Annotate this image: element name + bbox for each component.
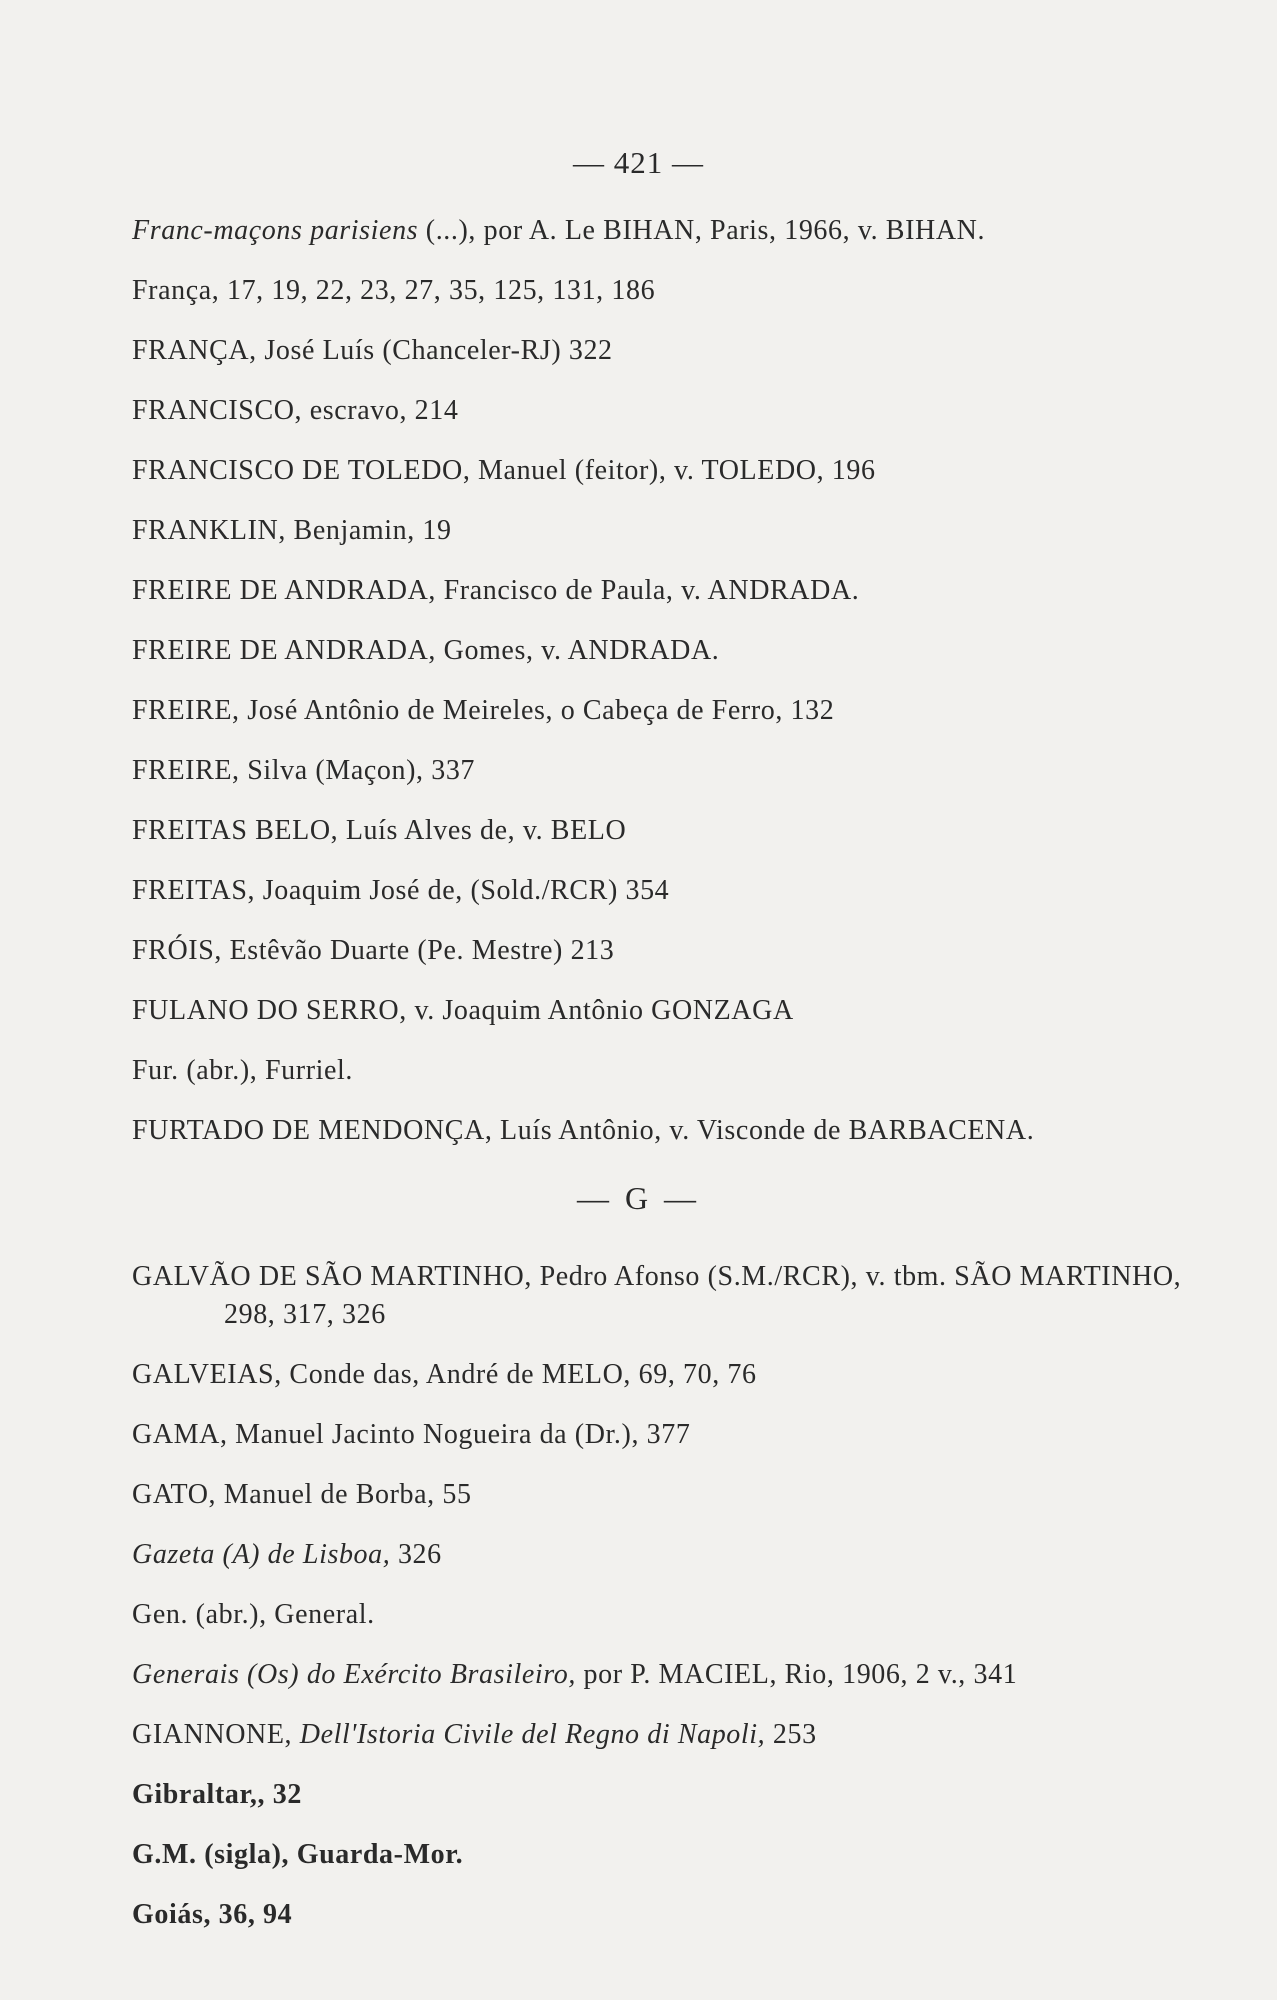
index-entry [132, 212, 1192, 250]
index-entry: GAMA, Manuel Jacinto Nogueira da (Dr.), 377 [132, 1419, 691, 1450]
index-entry: FRANCISCO DE TOLEDO, Manuel (feitor), v. TOLEDO, 196 [132, 455, 876, 486]
index-entry: FRÓIS, Estêvão Duarte (Pe. Mestre) 213 [132, 935, 615, 966]
index-entry: FREIRE DE ANDRADA, Francisco de Paula, v. ANDRADA. [132, 575, 860, 606]
index-list-f [132, 212, 1192, 1172]
entry-text: 326 [390, 1539, 442, 1570]
index-entry: FREITAS, Joaquim José de, (Sold./RCR) 354 [132, 875, 670, 906]
section-heading-g: — G — [576, 1180, 701, 1216]
index-entry: G.M. (sigla), Guarda-Mor. [132, 1839, 464, 1870]
entry-text: (...), por A. Le BIHAN, Paris, 1966, v. BIHAN. [418, 215, 986, 246]
index-entry [132, 1716, 1192, 1754]
index-entry: FULANO DO SERRO, v. Joaquim Antônio GONZAGA [132, 995, 794, 1026]
entry-text: por P. MACIEL, Rio, 1906, 2 v., 341 [575, 1659, 1018, 1690]
index-entry: FREITAS BELO, Luís Alves de, v. BELO [132, 815, 627, 846]
index-entry: GALVEIAS, Conde das, André de MELO, 69, 70, 76 [132, 1359, 757, 1390]
index-entry: FREIRE DE ANDRADA, Gomes, v. ANDRADA. [132, 635, 720, 666]
index-entry: FURTADO DE MENDONÇA, Luís Antônio, v. Visconde de BARBACENA. [132, 1115, 1035, 1146]
index-entry: FREIRE, José Antônio de Meireles, o Cabeça de Ferro, 132 [132, 695, 835, 726]
page-number: — 421 — [573, 145, 704, 180]
entry-italic: Dell'Istoria Civile del Regno di Napoli, [299, 1719, 766, 1750]
index-entry: FRANCISCO, escravo, 214 [132, 395, 459, 426]
entry-italic: Franc-maçons parisiens [132, 215, 419, 246]
index-entry: FRANÇA, José Luís (Chanceler-RJ) 322 [132, 335, 613, 366]
index-entry: Gibraltar,, 32 [132, 1779, 302, 1810]
entry-text: 253 [765, 1719, 817, 1750]
index-entry: Fur. (abr.), Furriel. [132, 1055, 354, 1086]
entry-italic: Generais (Os) do Exército Brasileiro, [132, 1659, 576, 1690]
index-entry [132, 1536, 1192, 1574]
index-entry: França, 17, 19, 22, 23, 27, 35, 125, 131, 186 [132, 275, 656, 306]
index-entry: GALVÃO DE SÃO MARTINHO, Pedro Afonso (S.M./RCR), v. tbm. SÃO MARTINHO, 298, 317, 326 [132, 1261, 1182, 1330]
index-entry: FRANKLIN, Benjamin, 19 [132, 515, 452, 546]
index-entry [132, 1656, 1192, 1694]
index-list-g [132, 1258, 1192, 1956]
entry-text: GIANNONE, [132, 1719, 300, 1750]
entry-italic: Gazeta (A) de Lisboa, [132, 1539, 391, 1570]
index-entry: GATO, Manuel de Borba, 55 [132, 1479, 472, 1510]
index-entry: Goiás, 36, 94 [132, 1899, 293, 1930]
index-entry: FREIRE, Silva (Maçon), 337 [132, 755, 476, 786]
index-entry: Gen. (abr.), General. [132, 1599, 375, 1630]
